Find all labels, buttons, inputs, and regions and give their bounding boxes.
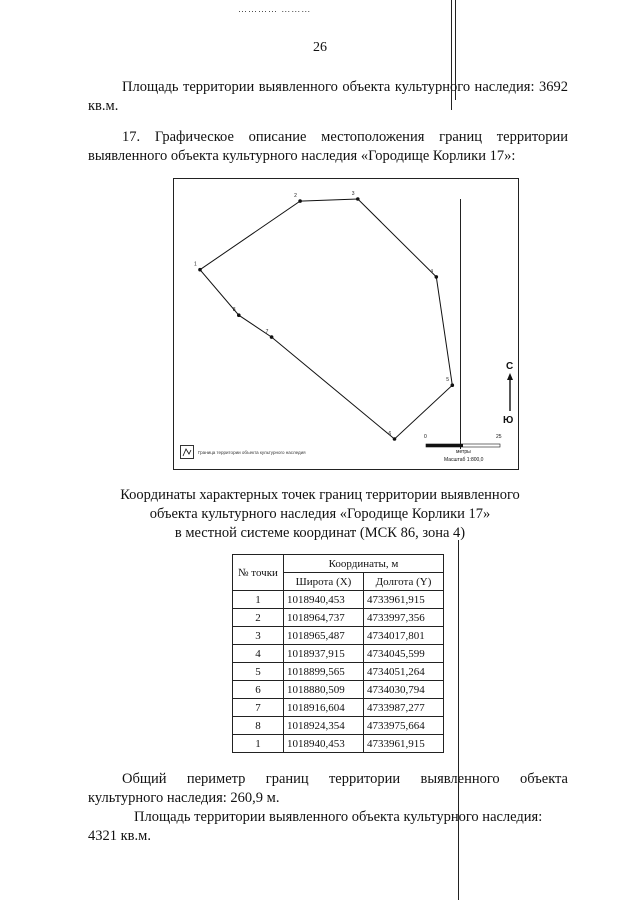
- boundary-point: [451, 383, 455, 387]
- legend-symbol-icon: [180, 445, 194, 459]
- cell-longitude: 4733961,915: [364, 591, 444, 609]
- cell-point-number: 8: [233, 717, 284, 735]
- north-arrow-icon: [505, 373, 515, 413]
- boundary-map: [173, 178, 519, 470]
- south-label: Ю: [503, 415, 514, 426]
- map-scan-line: [460, 199, 461, 449]
- cell-latitude: 1018916,604: [284, 699, 364, 717]
- map-legend: [180, 445, 306, 459]
- caption-line-1: Координаты характерных точек границ территории выявленного: [120, 487, 520, 503]
- boundary-point: [356, 197, 360, 201]
- point-label: 5: [446, 377, 450, 384]
- table-caption: [0, 486, 640, 543]
- cell-longitude: 4734051,264: [364, 663, 444, 681]
- scale-unit: метры: [456, 449, 471, 455]
- area-paragraph-top: Площадь территории выявленного объекта культурного наследия: 3692 кв.м.: [88, 79, 568, 114]
- table-row: [233, 663, 444, 681]
- point-label: 1: [194, 261, 197, 268]
- perimeter-line-1: Общий периметр границ территории выявленного объекта: [122, 771, 568, 787]
- header-point-number: № точки: [233, 555, 284, 591]
- cell-point-number: 1: [233, 591, 284, 609]
- scan-artifact: ⋯⋯⋯⋯ ⋯⋯⋯: [238, 6, 312, 16]
- table-row: [233, 645, 444, 663]
- page-number: 26: [313, 40, 327, 55]
- cell-longitude: 4734045,599: [364, 645, 444, 663]
- scale-text: Масштаб 1:800,0: [444, 457, 484, 463]
- map-canvas: [174, 179, 518, 469]
- cell-longitude: 4733987,277: [364, 699, 444, 717]
- boundary-point: [298, 199, 302, 203]
- caption-line-3: в местной системе координат (МСК 86, зона 4): [174, 525, 466, 541]
- scan-line: [458, 540, 459, 900]
- cell-longitude: 4734017,801: [364, 627, 444, 645]
- cell-latitude: 1018880,509: [284, 681, 364, 699]
- cell-latitude: 1018899,565: [284, 663, 364, 681]
- cell-point-number: 6: [233, 681, 284, 699]
- table-row: [233, 591, 444, 609]
- boundary-polygon: [200, 199, 452, 439]
- cell-latitude: 1018965,487: [284, 627, 364, 645]
- cell-point-number: 5: [233, 663, 284, 681]
- cell-latitude: 1018937,915: [284, 645, 364, 663]
- cell-longitude: 4733997,356: [364, 609, 444, 627]
- table-row: [233, 699, 444, 717]
- point-label: 4: [430, 268, 434, 275]
- point-label: 8: [232, 307, 236, 314]
- table-header-row: [233, 555, 444, 573]
- cell-point-number: 2: [233, 609, 284, 627]
- section-paragraph: 17. Графическое описание местоположения границ территории выявленного объекта культурного наследия «Городище Корлики 17»:: [88, 129, 568, 164]
- scale-max: 25: [496, 434, 502, 440]
- cell-point-number: 1: [233, 735, 284, 753]
- table-row: [233, 681, 444, 699]
- coordinates-table: [232, 554, 444, 753]
- point-label: 7: [265, 329, 269, 336]
- header-coordinates: Координаты, м: [284, 555, 444, 573]
- north-label: С: [506, 361, 514, 372]
- header-latitude: Широта (X): [284, 573, 364, 591]
- table-row: [233, 627, 444, 645]
- cell-latitude: 1018940,453: [284, 591, 364, 609]
- scale-bar-icon: [424, 441, 504, 449]
- cell-longitude: 4734030,794: [364, 681, 444, 699]
- cell-longitude: 4733975,664: [364, 717, 444, 735]
- table-row: [233, 735, 444, 753]
- point-label: 2: [294, 193, 297, 200]
- cell-point-number: 3: [233, 627, 284, 645]
- cell-longitude: 4733961,915: [364, 735, 444, 753]
- legend-text: Граница территории объекта культурного наследия: [198, 449, 306, 455]
- cell-latitude: 1018940,453: [284, 735, 364, 753]
- point-label: 3: [351, 191, 355, 197]
- area-line-2: 4321 кв.м.: [88, 828, 151, 844]
- perimeter-line-2: культурного наследия: 260,9 м.: [88, 790, 280, 806]
- cell-latitude: 1018924,354: [284, 717, 364, 735]
- cell-point-number: 7: [233, 699, 284, 717]
- boundary-point: [435, 275, 439, 279]
- area-line-1: Площадь территории выявленного объекта культурного наследия:: [134, 809, 543, 825]
- scale-zero: 0: [424, 434, 427, 440]
- header-longitude: Долгота (Y): [364, 573, 444, 591]
- cell-point-number: 4: [233, 645, 284, 663]
- point-label: 6: [388, 431, 392, 437]
- caption-line-2: объекта культурного наследия «Городище Корлики 17»: [149, 506, 491, 522]
- boundary-point: [270, 335, 274, 339]
- cell-latitude: 1018964,737: [284, 609, 364, 627]
- table-row: [233, 609, 444, 627]
- boundary-point: [237, 313, 241, 317]
- boundary-point: [393, 437, 397, 441]
- table-row: [233, 717, 444, 735]
- boundary-point: [198, 268, 202, 272]
